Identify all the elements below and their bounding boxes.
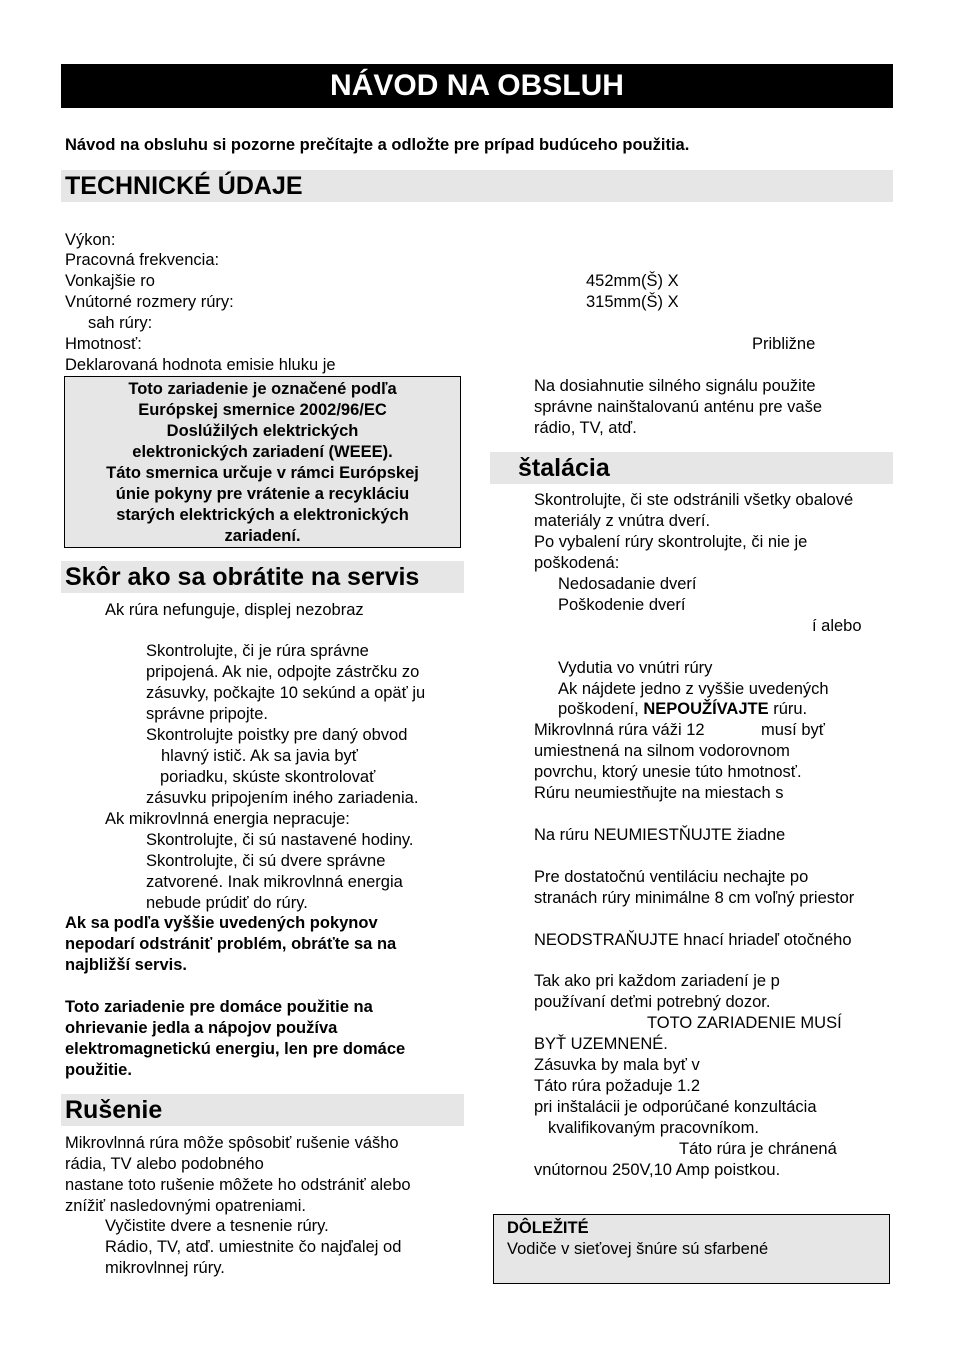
installation-text: kvalifikovaným pracovníkom. xyxy=(548,1119,759,1137)
interference-text: rádia, TV alebo podobného xyxy=(65,1155,264,1173)
installation-text: Táto rúra požaduje 1.2 xyxy=(534,1077,701,1095)
installation-text: Poškodenie dverí xyxy=(558,596,686,614)
spec-label-inner: Vnútorné rozmery rúry: xyxy=(65,293,234,311)
spec-label-power: Výkon: xyxy=(65,231,116,249)
installation-text-part: rúru. xyxy=(768,700,808,718)
service-heading: Skôr ako sa obrátite na servis xyxy=(61,561,464,593)
weee-line: Doslúžilých elektrických xyxy=(166,422,359,440)
installation-text: materiály z vnútra dverí. xyxy=(534,512,711,530)
installation-text: musí byť xyxy=(761,721,825,739)
service-text: zatvorené. Inak mikrovlnná energia xyxy=(146,873,403,891)
intro-text: Návod na obsluhu si pozorne prečítajte a odložte pre prípad budúceho použitia. xyxy=(65,136,690,154)
service-text: zásuvku pripojením iného zariadenia. xyxy=(146,789,419,807)
spec-label-volume: sah rúry: xyxy=(88,314,153,332)
spec-label-weight: Hmotnosť: xyxy=(65,335,142,353)
installation-text: Na rúru NEUMIESTŇUJTE žiadne xyxy=(534,826,786,844)
spec-value-weight: Približne xyxy=(752,335,816,353)
installation-text: Rúru neumiestňujte na miestach s xyxy=(534,784,784,802)
weee-line: únie pokyny pre vrátenie a recykláciu xyxy=(115,485,410,503)
interference-heading: Rušenie xyxy=(61,1094,464,1126)
spec-value-outer: 452mm(Š) X xyxy=(586,272,679,290)
important-box xyxy=(493,1214,890,1284)
interference-text: Vyčistite dvere a tesnenie rúry. xyxy=(105,1217,329,1235)
service-bold-text: ohrievanie jedla a nápojov používa xyxy=(65,1019,338,1037)
service-text: Ak rúra nefunguje, displej nezobraz xyxy=(105,601,364,619)
antenna-text: rádio, TV, atď. xyxy=(534,419,637,437)
installation-text-part: poškodení, xyxy=(558,700,644,718)
service-bold-text: Toto zariadenie pre domáce použitie na xyxy=(65,998,373,1016)
weee-line: Toto zariadenie je označené podľa xyxy=(128,380,397,398)
weee-line: starých elektrických a elektronických xyxy=(116,506,409,524)
installation-text: umiestnená na silnom vodorovnom xyxy=(534,742,790,760)
weee-notice-box xyxy=(64,376,461,548)
installation-text: Skontrolujte, či ste odstránili všetky obalové xyxy=(534,491,854,509)
service-text: pripojená. Ak nie, odpojte zástrčku zo xyxy=(146,663,420,681)
interference-text: znížiť nasledovnými opatreniami. xyxy=(65,1197,306,1215)
service-bold-text: nepodarí odstrániť problém, obráťte sa na xyxy=(65,935,397,953)
service-text: nebude prúdiť do rúry. xyxy=(146,894,308,912)
weee-line: Európskej smernice 2002/96/EC xyxy=(138,401,387,419)
technical-heading: TECHNICKÉ ÚDAJE xyxy=(61,170,893,202)
service-bold-text: použitie. xyxy=(65,1061,132,1079)
installation-text: Po vybalení rúry skontrolujte, či nie je xyxy=(534,533,808,551)
installation-text: používaní deťmi potrebný dozor. xyxy=(534,993,771,1011)
antenna-text: Na dosiahnutie silného signálu použite xyxy=(534,377,816,395)
service-text: Ak mikrovlnná energia nepracuje: xyxy=(105,810,350,828)
page-title: NÁVOD NA OBSLUH xyxy=(61,64,893,108)
service-text: správne pripojte. xyxy=(146,705,268,723)
installation-text: Pre dostatočnú ventiláciu nechajte po xyxy=(534,868,809,886)
important-text: Vodiče v sieťovej šnúre sú sfarbené xyxy=(507,1240,769,1258)
service-text: poriadku, skúste skontrolovať xyxy=(160,768,376,786)
interference-text: nastane toto rušenie môžete ho odstrániť alebo xyxy=(65,1176,411,1194)
weee-line: zariadení. xyxy=(224,527,301,545)
spec-label-frequency: Pracovná frekvencia: xyxy=(65,251,220,269)
service-text: Skontrolujte, či sú nastavené hodiny. xyxy=(146,831,414,849)
do-not-use-emphasis: NEPOUŽÍVAJTE xyxy=(643,700,769,718)
installation-text: stranách rúry minimálne 8 cm voľný priestor xyxy=(534,889,855,907)
installation-text: Vydutia vo vnútri rúry xyxy=(558,659,713,677)
important-title: DÔLEŽITÉ xyxy=(507,1219,589,1237)
installation-heading: štalácia xyxy=(490,452,893,484)
installation-text: poškodená: xyxy=(534,554,620,572)
spec-value-inner: 315mm(Š) X xyxy=(586,293,679,311)
spec-label-noise: Deklarovaná hodnota emisie hluku je xyxy=(65,356,336,374)
interference-text: mikrovlnnej rúry. xyxy=(105,1259,225,1277)
installation-text: Ak nájdete jedno z vyššie uvedených xyxy=(558,680,829,698)
interference-text: Mikrovlnná rúra môže spôsobiť rušenie vášho xyxy=(65,1134,399,1152)
weee-line: Táto smernica určuje v rámci Európskej xyxy=(106,464,419,482)
service-text: Skontrolujte poistky pre daný obvod xyxy=(146,726,408,744)
spec-label-outer: Vonkajšie ro xyxy=(65,272,155,290)
installation-text: Nedosadanie dverí xyxy=(558,575,697,593)
service-bold-text: Ak sa podľa vyššie uvedených pokynov xyxy=(65,914,378,932)
installation-text: BYŤ UZEMNENÉ. xyxy=(534,1035,668,1053)
service-bold-text: elektromagnetickú energiu, len pre domáce xyxy=(65,1040,406,1058)
installation-text: Zásuvka by mala byť v xyxy=(534,1056,700,1074)
service-text: Skontrolujte, či sú dvere správne xyxy=(146,852,386,870)
installation-text: Mikrovlnná rúra váži 12 xyxy=(534,721,705,739)
installation-text: vnútornou 250V,10 Amp poistkou. xyxy=(534,1161,781,1179)
service-text: Skontrolujte, či je rúra správne xyxy=(146,642,369,660)
installation-text: í alebo xyxy=(812,617,862,635)
installation-text: TOTO ZARIADENIE MUSÍ xyxy=(647,1014,842,1032)
service-text: hlavný istič. Ak sa javia byť xyxy=(161,747,358,765)
installation-text: Táto rúra je chránená xyxy=(679,1140,837,1158)
installation-text: NEODSTRAŇUJTE hnací hriadeľ otočného xyxy=(534,931,852,949)
installation-text: Tak ako pri každom zariadení je p xyxy=(534,972,780,990)
service-text: zásuvky, počkajte 10 sekúnd a opäť ju xyxy=(146,684,426,702)
service-bold-text: najbližší servis. xyxy=(65,956,187,974)
interference-text: Rádio, TV, atď. umiestnite čo najďalej od xyxy=(105,1238,402,1256)
installation-text: povrchu, ktorý unesie túto hmotnosť. xyxy=(534,763,802,781)
installation-text: pri inštalácii je odporúčané konzultácia xyxy=(534,1098,817,1116)
weee-line: elektronických zariadení (WEEE). xyxy=(132,443,393,461)
installation-text xyxy=(558,699,807,720)
antenna-text: správne nainštalovanú anténu pre vaše xyxy=(534,398,823,416)
